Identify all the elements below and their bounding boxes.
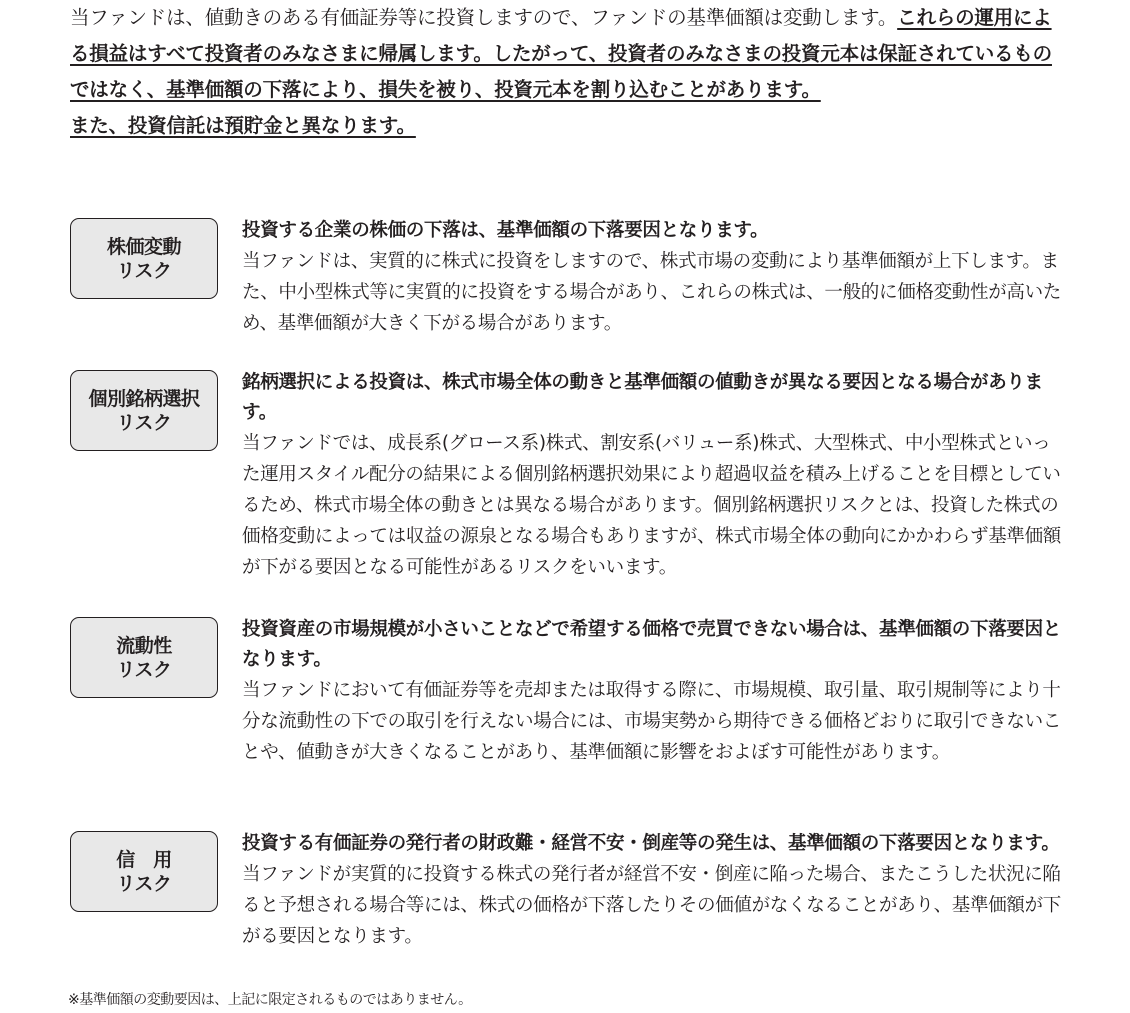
intro-paragraph <box>70 0 1070 108</box>
risk-body-text: 当ファンドが実質的に投資する株式の発行者が経営不安・倒産に陥った場合、またこうした状況に陥ると予想される場合等には、株式の価格が下落したりその価値がなくなることがあり、基準価額が下がる要因となります。 <box>242 864 1062 947</box>
risk-label-line1: 個別銘柄選択 <box>88 387 200 410</box>
risk-body-text: 当ファンドにおいて有価証券等を売却または取得する際に、市場規模、取引量、取引規制等により十分な流動性の下での取引を行えない場合には、市場実勢から期待できる価格どおりに取引できないことや、値動きが大きくなることがあり、基準価額に影響をおよぼす可能性があります。 <box>242 680 1062 763</box>
intro-plain-text: 当ファンドは、値動きのある有価証券等に投資しますので、ファンドの基準価額は変動します。 <box>70 6 898 29</box>
risk-label-line2: リスク <box>116 872 172 895</box>
risk-description <box>242 615 1067 768</box>
risk-heading: 銘柄選択による投資は、株式市場全体の動きと基準価額の値動きが異なる要因となる場合があります。 <box>242 372 1043 423</box>
deposit-difference-note: また、投資信託は預貯金と異なります。 <box>70 114 416 137</box>
risk-heading: 投資する有価証券の発行者の財政難・経営不安・倒産等の発生は、基準価額の下落要因となります。 <box>242 833 1060 854</box>
risk-description <box>242 829 1067 952</box>
risk-label-line2: リスク <box>116 259 172 282</box>
intro-notice <box>70 0 1070 144</box>
risk-heading: 投資資産の市場規模が小さいことなどで希望する価格で売買できない場合は、基準価額の下落要因となります。 <box>242 619 1062 670</box>
risk-label-line1: 流動性 <box>116 634 172 657</box>
risk-label-line2: リスク <box>116 411 172 434</box>
intro-second-paragraph <box>70 108 1070 144</box>
risk-description <box>242 216 1067 339</box>
footnote: ※基準価額の変動要因は、上記に限定されるものではありません。 <box>68 992 472 1008</box>
risk-label-badge <box>70 218 218 299</box>
risk-description <box>242 368 1067 583</box>
intro-underlined-warning: これらの運用による損益はすべて投資者のみなさまに帰属します。したがって、投資者のみなさまの投資元本は保証されているものではなく、基準価額の下落により、損失を被り、投資元本を割り込むことがあります。 <box>70 6 1052 101</box>
risk-label-line2: リスク <box>116 658 172 681</box>
risk-label-badge <box>70 831 218 912</box>
risk-label-line1: 株価変動 <box>106 235 181 258</box>
risk-label-line1: 信 用 <box>116 848 172 871</box>
risk-heading: 投資する企業の株価の下落は、基準価額の下落要因となります。 <box>242 220 769 241</box>
risk-label-badge <box>70 370 218 451</box>
risk-body-text: 当ファンドでは、成長系(グロース系)株式、割安系(バリュー系)株式、大型株式、中小型株式といった運用スタイル配分の結果による個別銘柄選択効果により超過収益を積み上げることを目標としているため、株式市場全体の動きとは異なる場合があります。個別銘柄選択リスクとは、投資した株式の価格変動によっては収益の源泉となる場合もありますが、株式市場全体の動向にかかわらず基準価額が下がる要因となる可能性があるリスクをいいます。 <box>242 433 1062 578</box>
risk-body-text: 当ファンドは、実質的に株式に投資をしますので、株式市場の変動により基準価額が上下します。また、中小型株式等に実質的に投資をする場合があり、これらの株式は、一般的に価格変動性が高いため、基準価額が大きく下がる場合があります。 <box>242 251 1062 334</box>
risk-label-badge <box>70 617 218 698</box>
